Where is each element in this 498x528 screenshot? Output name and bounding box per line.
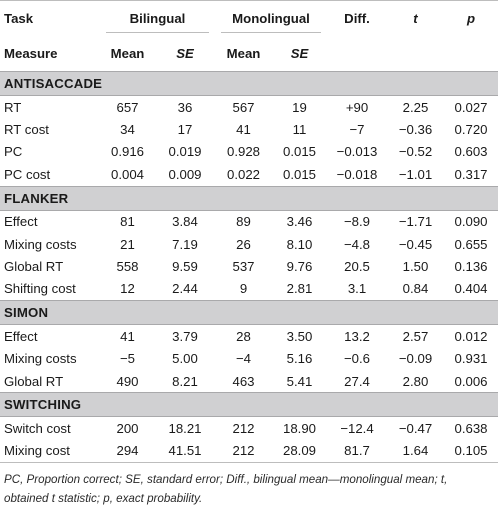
cell-bilingual-mean: 490 [116, 373, 139, 389]
monolingual-underline [221, 32, 321, 33]
cell-t: −0.47 [398, 420, 433, 436]
cell-t: −1.71 [398, 214, 433, 230]
cell-t: 2.80 [402, 373, 429, 389]
header-bilingual [100, 1, 215, 37]
section-header-simon [0, 301, 498, 325]
cell-diff: −12.4 [340, 420, 374, 436]
cell-diff: −4.8 [343, 236, 371, 252]
cell-bilingual-mean: 294 [100, 440, 155, 463]
row-label: Mixing cost [0, 440, 100, 463]
row-label: Mixing costs [4, 351, 77, 367]
cell-monolingual-mean: 26 [236, 236, 251, 252]
cell-bilingual-mean: 0.004 [110, 166, 144, 182]
table-row [0, 278, 498, 301]
cell-p: 0.603 [454, 144, 488, 160]
row-label: Shifting cost [4, 281, 76, 297]
header-empty-t [387, 36, 444, 72]
table-row [0, 255, 498, 277]
cell-p: 0.136 [454, 259, 488, 275]
cell-monolingual-se: 3.46 [286, 214, 313, 230]
cell-monolingual-mean: 41 [236, 122, 251, 138]
cell-diff: 13.2 [344, 328, 370, 344]
section-header-flanker [0, 186, 498, 210]
cell-p: 0.931 [454, 351, 488, 367]
cell-bilingual-se: 18.21 [168, 420, 202, 436]
table-row [0, 118, 498, 140]
header-bilingual-se: SE [176, 46, 194, 61]
cell-monolingual-se: 0.015 [282, 144, 316, 160]
table-row [0, 370, 498, 393]
header-measure: Measure [4, 46, 58, 61]
cell-monolingual-se: 8.10 [286, 236, 313, 252]
cell-diff: −7 [349, 122, 365, 138]
section-title: SWITCHING [0, 393, 498, 417]
row-label: PC cost [4, 166, 51, 182]
table-header [0, 1, 498, 72]
cell-diff: −0.6 [343, 351, 371, 367]
header-empty-p [444, 36, 498, 72]
table-row [0, 417, 498, 440]
table-row [0, 210, 498, 233]
cell-p: 0.638 [454, 420, 488, 436]
cell-bilingual-se: 36 [177, 99, 193, 115]
cell-t: 2.25 [402, 99, 429, 115]
cell-bilingual-se: 17 [177, 122, 193, 138]
cell-bilingual-mean: −5 [119, 351, 136, 367]
cell-diff: 27.4 [344, 373, 370, 389]
cell-bilingual-se: 0.019 [168, 144, 202, 160]
header-monolingual [215, 1, 327, 37]
cell-monolingual-mean: 463 [232, 373, 255, 389]
cell-monolingual-mean: 89 [236, 214, 251, 230]
cell-monolingual-mean: 212 [215, 440, 272, 463]
cell-monolingual-se: 9.76 [286, 259, 313, 275]
cell-monolingual-mean: 0.022 [226, 166, 260, 182]
table-row [0, 348, 498, 370]
table-row [0, 141, 498, 163]
cell-bilingual-se: 0.009 [168, 166, 202, 182]
cell-bilingual-se: 3.79 [172, 328, 198, 344]
cell-monolingual-se: 0.015 [282, 166, 316, 182]
cell-diff: −0.018 [336, 166, 378, 182]
row-label: RT cost [4, 122, 49, 138]
row-label: Global RT [4, 373, 64, 389]
cell-p: 0.006 [454, 373, 488, 389]
cell-bilingual-se: 9.59 [172, 259, 198, 275]
cell-p: 0.027 [454, 99, 488, 115]
row-label: Global RT [4, 259, 64, 275]
header-row-groups [0, 1, 498, 37]
cell-t: 0.84 [402, 281, 429, 297]
header-p: p [466, 11, 476, 26]
cell-bilingual-mean: 81 [120, 214, 135, 230]
bilingual-underline [106, 32, 209, 33]
cell-diff: −8.9 [343, 214, 371, 230]
cell-bilingual-mean: 12 [120, 281, 135, 297]
header-monolingual-label: Monolingual [232, 11, 310, 26]
cell-bilingual-mean: 0.916 [110, 144, 144, 160]
cell-p: 0.720 [454, 122, 488, 138]
header-t: t [413, 11, 418, 26]
table-body [0, 72, 498, 463]
cell-bilingual-se: 8.21 [172, 373, 198, 389]
cell-bilingual-mean: 21 [120, 236, 135, 252]
header-bilingual-label: Bilingual [129, 11, 186, 26]
cell-bilingual-mean: 41 [120, 328, 135, 344]
cell-p: 0.090 [454, 214, 488, 230]
header-diff: Diff. [344, 11, 370, 26]
table-row [0, 440, 498, 463]
section-title: ANTISACCADE [0, 72, 498, 96]
cell-bilingual-se: 2.44 [172, 281, 198, 297]
section-header-switching [0, 393, 498, 417]
cell-monolingual-mean: 9 [239, 281, 248, 297]
section-title: SIMON [0, 301, 498, 325]
cell-bilingual-se: 7.19 [172, 236, 198, 252]
cell-monolingual-se: 2.81 [286, 281, 313, 297]
cell-monolingual-se: 3.50 [286, 328, 313, 344]
header-monolingual-se: SE [290, 46, 309, 61]
cell-diff: −0.013 [336, 144, 378, 160]
cell-diff: 81.7 [327, 440, 387, 463]
header-monolingual-mean: Mean [226, 46, 261, 61]
cell-monolingual-se: 28.09 [272, 440, 327, 463]
cell-bilingual-se: 41.51 [155, 440, 215, 463]
cell-monolingual-mean: −4 [235, 351, 252, 367]
cell-bilingual-se: 5.00 [172, 351, 198, 367]
cell-monolingual-mean: 0.928 [226, 144, 260, 160]
cell-t: −0.45 [398, 236, 433, 252]
cell-monolingual-mean: 212 [232, 420, 255, 436]
row-label: Effect [4, 214, 38, 230]
cell-t: −1.01 [398, 166, 433, 182]
cell-monolingual-se: 5.41 [286, 373, 313, 389]
row-label: PC [4, 144, 23, 160]
cell-t: 1.50 [402, 259, 429, 275]
cell-t: 2.57 [402, 328, 429, 344]
table-row [0, 325, 498, 348]
cell-t: −0.36 [398, 122, 433, 138]
cell-diff: +90 [345, 99, 369, 115]
cell-bilingual-mean: 558 [116, 259, 139, 275]
cell-p: 0.105 [444, 440, 498, 463]
row-label: Mixing costs [4, 236, 77, 252]
cell-p: 0.012 [454, 328, 488, 344]
cell-monolingual-se: 5.16 [286, 351, 313, 367]
cell-bilingual-se: 3.84 [172, 214, 198, 230]
cell-monolingual-mean: 567 [232, 99, 255, 115]
cell-p: 0.317 [454, 166, 488, 182]
cell-diff: 20.5 [344, 259, 370, 275]
header-bilingual-mean: Mean [110, 46, 145, 61]
cell-t: −0.52 [398, 144, 433, 160]
table-footnote: PC, Proportion correct; SE, standard error; Diff., bilingual mean—monolingual mean; t, obtained t statistic; p, exact probability. [4, 473, 448, 506]
section-title: FLANKER [0, 186, 498, 210]
cell-monolingual-se: 11 [292, 122, 307, 138]
row-label: Switch cost [4, 420, 71, 436]
cell-monolingual-mean: 28 [236, 328, 251, 344]
cell-t: 1.64 [387, 440, 444, 463]
cell-monolingual-se: 19 [292, 99, 307, 115]
table-row [0, 233, 498, 255]
section-header-antisaccade [0, 72, 498, 96]
table-row [0, 96, 498, 119]
cell-bilingual-mean: 34 [120, 122, 135, 138]
header-empty-diff [327, 36, 387, 72]
cell-bilingual-mean: 657 [116, 99, 139, 115]
cell-p: 0.404 [454, 281, 488, 297]
cell-monolingual-se: 18.90 [282, 420, 316, 436]
table-row [0, 163, 498, 186]
cell-bilingual-mean: 200 [116, 420, 139, 436]
cell-monolingual-mean: 537 [232, 259, 255, 275]
header-row-subcolumns [0, 36, 498, 72]
header-task: Task [4, 11, 34, 26]
row-label: RT [4, 99, 22, 115]
cell-diff: 3.1 [347, 281, 367, 297]
cell-t: −0.09 [398, 351, 433, 367]
row-label: Effect [4, 328, 38, 344]
cell-p: 0.655 [454, 236, 488, 252]
